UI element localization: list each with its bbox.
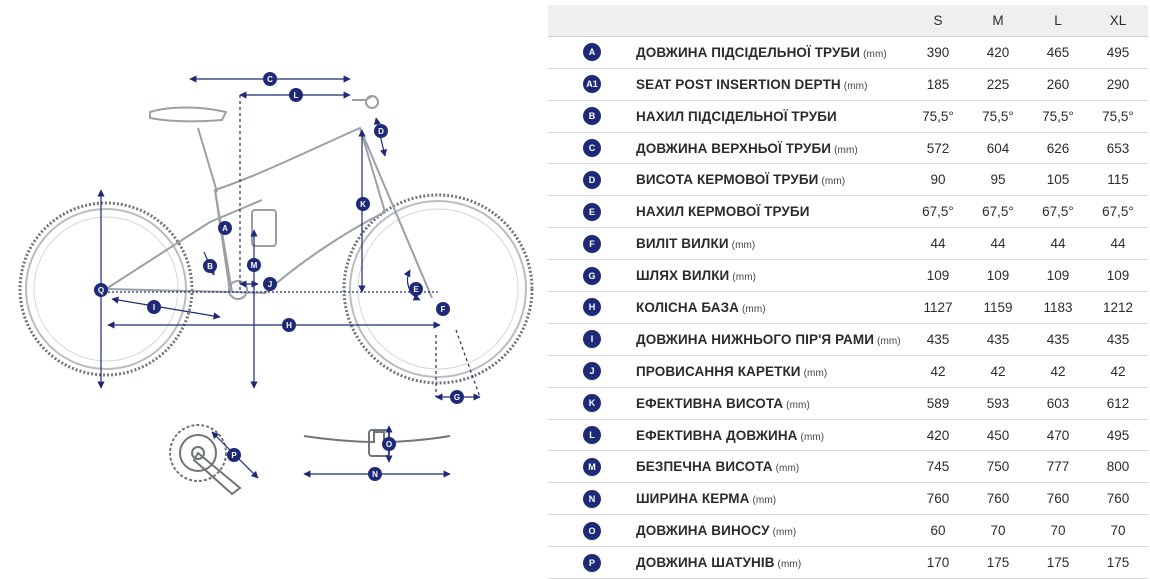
table-header-row	[548, 5, 1148, 36]
svg-text:F: F	[440, 305, 446, 314]
row-unit: (mm)	[800, 431, 825, 443]
row-name-cell	[636, 132, 908, 164]
value-cell: 760	[1028, 483, 1088, 515]
row-name-cell	[636, 547, 908, 579]
size-header: XL	[1088, 5, 1148, 36]
row-code-cell	[548, 164, 636, 196]
table-row	[548, 260, 1148, 292]
value-cell: 67,5°	[908, 196, 968, 228]
value-cell: 42	[908, 355, 968, 387]
value-cell: 105	[1028, 164, 1088, 196]
value-cell: 745	[908, 451, 968, 483]
svg-text:H: H	[286, 321, 292, 330]
row-name-cell	[636, 292, 908, 324]
marker-b	[203, 259, 217, 273]
svg-text:D: D	[378, 127, 384, 136]
value-cell: 115	[1088, 164, 1148, 196]
row-name: ДОВЖИНА ШАТУНІВ	[636, 555, 775, 571]
svg-text:B: B	[207, 262, 213, 271]
value-cell: 75,5°	[1028, 100, 1088, 132]
row-code-cell	[548, 68, 636, 100]
value-cell: 75,5°	[968, 100, 1028, 132]
row-code-cell	[548, 547, 636, 579]
value-cell: 1127	[908, 292, 968, 324]
row-name: ДОВЖИНА ВИНОСУ	[636, 523, 770, 539]
value-cell: 67,5°	[1028, 196, 1088, 228]
value-cell: 435	[908, 323, 968, 355]
marker-d	[374, 124, 388, 138]
row-code-badge: A1	[583, 75, 601, 93]
value-cell: 495	[1088, 36, 1148, 68]
value-cell: 185	[908, 68, 968, 100]
value-cell: 450	[968, 419, 1028, 451]
header-blank	[636, 5, 908, 36]
bike-geometry-diagram	[0, 0, 548, 562]
value-cell: 390	[908, 36, 968, 68]
row-name-cell	[636, 164, 908, 196]
table-row	[548, 387, 1148, 419]
row-name-cell	[636, 419, 908, 451]
row-code-badge: M	[583, 458, 601, 476]
value-cell: 420	[908, 419, 968, 451]
value-cell: 175	[968, 547, 1028, 579]
value-cell: 42	[1028, 355, 1088, 387]
row-unit: (mm)	[821, 176, 846, 188]
value-cell: 60	[908, 515, 968, 547]
table-row	[548, 100, 1148, 132]
row-code-cell	[548, 196, 636, 228]
value-cell: 175	[1088, 547, 1148, 579]
svg-text:N: N	[372, 470, 378, 479]
row-name-cell	[636, 228, 908, 260]
svg-text:E: E	[413, 285, 419, 294]
front-wheel	[344, 195, 532, 383]
row-name-cell	[636, 483, 908, 515]
value-cell: 175	[1028, 547, 1088, 579]
table-row	[548, 355, 1148, 387]
row-unit: (mm)	[777, 559, 802, 571]
value-cell: 653	[1088, 132, 1148, 164]
svg-text:K: K	[360, 200, 366, 209]
row-code-cell	[548, 451, 636, 483]
table-row	[548, 228, 1148, 260]
value-cell: 44	[968, 228, 1028, 260]
value-cell: 109	[908, 260, 968, 292]
row-code-cell	[548, 228, 636, 260]
row-code-cell	[548, 292, 636, 324]
row-code-badge: P	[583, 554, 601, 572]
row-name: ДОВЖИНА НИЖНЬОГО ПІР'Я РАМИ	[636, 331, 875, 347]
marker-h	[282, 318, 296, 332]
value-cell: 593	[968, 387, 1028, 419]
value-cell: 800	[1088, 451, 1148, 483]
value-cell: 67,5°	[968, 196, 1028, 228]
marker-m	[247, 258, 261, 272]
marker-c	[263, 72, 277, 86]
size-header: L	[1028, 5, 1088, 36]
svg-text:O: O	[385, 440, 393, 449]
row-code-cell	[548, 100, 636, 132]
row-unit: (mm)	[731, 240, 756, 252]
row-code-badge: B	[583, 107, 601, 125]
value-cell: 44	[908, 228, 968, 260]
value-cell: 42	[968, 355, 1028, 387]
value-cell: 435	[1028, 323, 1088, 355]
row-name: ДОВЖИНА ВЕРХНЬОЇ ТРУБИ	[636, 140, 832, 156]
table-row	[548, 419, 1148, 451]
marker-g	[450, 390, 464, 404]
row-name: ДОВЖИНА ПІДСІДЕЛЬНОЇ ТРУБИ	[636, 44, 861, 60]
row-code-badge: J	[583, 362, 601, 380]
value-cell: 44	[1088, 228, 1148, 260]
value-cell: 1159	[968, 292, 1028, 324]
row-code-badge: L	[583, 426, 601, 444]
row-code-badge: G	[583, 267, 601, 285]
value-cell: 109	[1088, 260, 1148, 292]
row-code-cell	[548, 387, 636, 419]
geometry-table	[548, 5, 1148, 579]
table-row	[548, 36, 1148, 68]
row-code-badge: K	[583, 394, 601, 412]
value-cell: 44	[1028, 228, 1088, 260]
value-cell: 75,5°	[1088, 100, 1148, 132]
table-row	[548, 292, 1148, 324]
value-cell: 435	[968, 323, 1028, 355]
svg-text:A: A	[222, 224, 228, 233]
value-cell: 260	[1028, 68, 1088, 100]
svg-text:G: G	[453, 393, 461, 402]
marker-a	[218, 221, 232, 235]
svg-text:P: P	[231, 451, 237, 460]
row-code-badge: F	[583, 235, 601, 253]
row-code-badge: E	[583, 203, 601, 221]
row-unit: (mm)	[741, 303, 766, 315]
row-unit: (mm)	[732, 272, 757, 284]
row-code-cell	[548, 483, 636, 515]
value-cell: 495	[1088, 419, 1148, 451]
row-name: НАХИЛ ПІДСІДЕЛЬНОЇ ТРУБИ	[636, 108, 837, 124]
marker-j	[263, 277, 277, 291]
marker-o	[382, 437, 396, 451]
row-code-badge: O	[583, 522, 601, 540]
row-name: ВИСОТА КЕРМОВОЇ ТРУБИ	[636, 172, 819, 188]
table-row	[548, 196, 1148, 228]
value-cell: 290	[1088, 68, 1148, 100]
row-unit: (mm)	[863, 48, 887, 60]
row-code-cell	[548, 419, 636, 451]
value-cell: 760	[968, 483, 1028, 515]
value-cell: 420	[968, 36, 1028, 68]
row-code-badge: C	[583, 139, 601, 157]
row-unit: (mm)	[843, 80, 868, 92]
value-cell: 470	[1028, 419, 1088, 451]
row-code-badge: H	[583, 298, 601, 316]
row-name-cell	[636, 387, 908, 419]
row-unit: (mm)	[786, 399, 810, 411]
row-name: ВИЛІТ ВИЛКИ	[636, 236, 729, 252]
svg-text:M: M	[250, 261, 258, 270]
row-name: ШИРИНА КЕРМА	[636, 491, 750, 507]
row-unit: (mm)	[834, 144, 858, 156]
value-cell: 589	[908, 387, 968, 419]
row-code-badge: A	[583, 43, 601, 61]
row-name-cell	[636, 68, 908, 100]
value-cell: 109	[968, 260, 1028, 292]
row-name-cell	[636, 260, 908, 292]
value-cell: 75,5°	[908, 100, 968, 132]
size-header: S	[908, 5, 968, 36]
marker-k	[356, 197, 370, 211]
row-code-cell	[548, 260, 636, 292]
value-cell: 760	[1088, 483, 1148, 515]
size-header: M	[968, 5, 1028, 36]
marker-i	[147, 300, 161, 314]
row-unit: (mm)	[752, 495, 777, 507]
value-cell: 170	[908, 547, 968, 579]
value-cell: 604	[968, 132, 1028, 164]
row-code-cell	[548, 515, 636, 547]
row-code-badge: D	[583, 171, 601, 189]
row-name: КОЛІСНА БАЗА	[636, 299, 739, 315]
value-cell: 90	[908, 164, 968, 196]
row-name-cell	[636, 100, 908, 132]
value-cell: 777	[1028, 451, 1088, 483]
row-name: ПРОВИСАННЯ КАРЕТКИ	[636, 363, 801, 379]
svg-text:J: J	[267, 280, 273, 289]
row-unit: (mm)	[772, 527, 797, 539]
row-name: SEAT POST INSERTION DEPTH	[636, 76, 841, 92]
value-cell: 1212	[1088, 292, 1148, 324]
svg-text:I: I	[152, 303, 156, 312]
value-cell: 760	[908, 483, 968, 515]
table-row	[548, 515, 1148, 547]
row-name: НАХИЛ КЕРМОВОЇ ТРУБИ	[636, 204, 810, 220]
handlebar-illustration	[304, 426, 450, 474]
value-cell: 70	[1088, 515, 1148, 547]
row-code-badge: N	[583, 490, 601, 508]
table-row	[548, 451, 1148, 483]
row-code-cell	[548, 36, 636, 68]
value-cell: 67,5°	[1088, 196, 1148, 228]
marker-p	[227, 448, 241, 462]
row-name-cell	[636, 515, 908, 547]
value-cell: 612	[1088, 387, 1148, 419]
value-cell: 225	[968, 68, 1028, 100]
row-name: ЕФЕКТИВНА ДОВЖИНА	[636, 427, 798, 443]
row-name-cell	[636, 451, 908, 483]
row-code-cell	[548, 355, 636, 387]
row-name: ЕФЕКТИВНА ВИСОТА	[636, 395, 784, 411]
value-cell: 435	[1088, 323, 1148, 355]
value-cell: 572	[908, 132, 968, 164]
marker-n	[368, 467, 382, 481]
value-cell: 70	[1028, 515, 1088, 547]
value-cell: 1183	[1028, 292, 1088, 324]
row-name: БЕЗПЕЧНА ВИСОТА	[636, 459, 773, 475]
value-cell: 42	[1088, 355, 1148, 387]
table-row	[548, 68, 1148, 100]
row-code-cell	[548, 323, 636, 355]
value-cell: 465	[1028, 36, 1088, 68]
marker-e	[409, 282, 423, 296]
crankset-illustration	[170, 425, 258, 494]
value-cell: 109	[1028, 260, 1088, 292]
value-cell: 750	[968, 451, 1028, 483]
table-row	[548, 164, 1148, 196]
table-row	[548, 132, 1148, 164]
svg-text:C: C	[267, 75, 273, 84]
value-cell: 603	[1028, 387, 1088, 419]
row-name: ШЛЯХ ВИЛКИ	[636, 268, 730, 284]
row-name-cell	[636, 36, 908, 68]
table-row	[548, 323, 1148, 355]
marker-l	[289, 88, 303, 102]
row-name-cell	[636, 355, 908, 387]
row-name-cell	[636, 323, 908, 355]
row-unit: (mm)	[877, 335, 901, 347]
diagram-markers	[94, 72, 464, 481]
value-cell: 95	[968, 164, 1028, 196]
header-blank	[548, 5, 636, 36]
marker-q	[94, 283, 108, 297]
table-row	[548, 483, 1148, 515]
row-unit: (mm)	[803, 367, 828, 379]
row-code-badge: I	[583, 330, 601, 348]
value-cell: 70	[968, 515, 1028, 547]
svg-text:L: L	[293, 91, 299, 100]
table-row	[548, 547, 1148, 579]
value-cell: 626	[1028, 132, 1088, 164]
row-name-cell	[636, 196, 908, 228]
marker-f	[436, 302, 450, 316]
row-unit: (mm)	[775, 463, 800, 475]
row-code-cell	[548, 132, 636, 164]
svg-text:Q: Q	[97, 286, 105, 295]
